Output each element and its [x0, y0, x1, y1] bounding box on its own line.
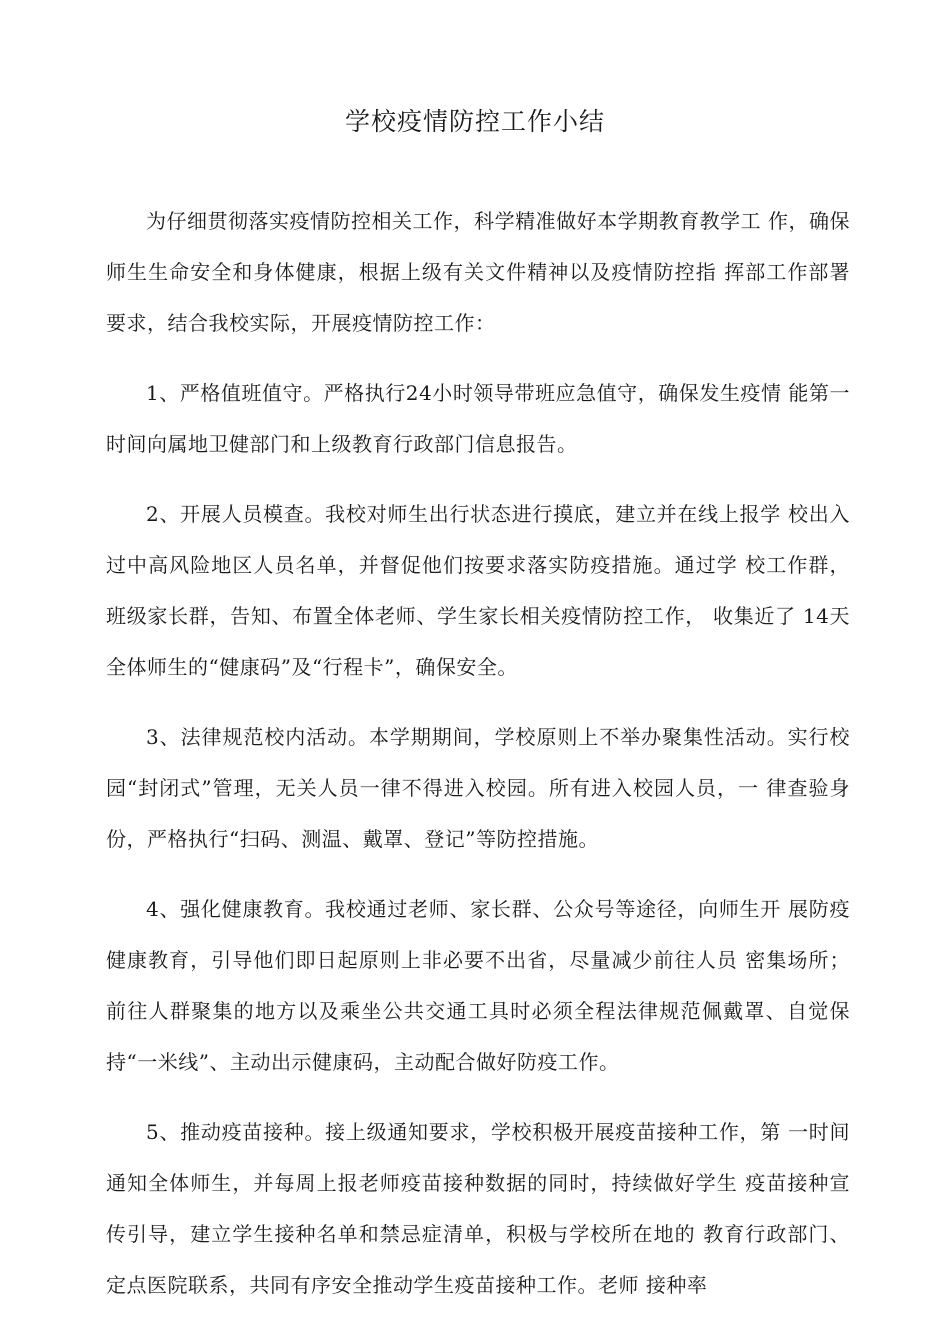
- document-body: [106, 196, 850, 1330]
- paragraph-item-1: 1、严格值班值守。严格执行24小时领导带班应急值守，确保发生疫情 能第一时间向属地卫健部门和上级教育行政部门信息报告。: [106, 381, 850, 456]
- paragraph-item-3: 3、法律规范校内活动。本学期期间，学校原则上不举办聚集性活动。实行校园“封闭式”管理，无关人员一律不得进入校园。所有进入校园人员，一 律查验身份，严格执行“扫码、测温、戴罩、登记”等防控措施。: [106, 725, 850, 851]
- document-title: 学校疫情防控工作小结: [344, 107, 605, 136]
- paragraph-item-4: 4、强化健康教育。我校通过老师、家长群、公众号等途径，向师生开 展防疫健康教育，引导他们即日起原则上非必要不出省，尽量减少前往人员 密集场所；前往人群聚集的地方以及乘坐公共交通工具时必须全程法律规范佩戴罩、自觉保持“一米线”、主动出示健康码，主动配合做好防疫工作。: [106, 897, 850, 1074]
- paragraph-intro: 为仔细贯彻落实疫情防控相关工作，科学精准做好本学期教育教学工 作，确保师生生命安全和身体健康，根据上级有关文件精神以及疫情防控指 挥部工作部署要求，结合我校实际，开展疫情防控工作：: [106, 209, 850, 335]
- paragraph-item-5: 5、推动疫苗接种。接上级通知要求，学校积极开展疫苗接种工作，第 一时间通知全体师生，并每周上报老师疫苗接种数据的同时，持续做好学生 疫苗接种宣传引导，建立学生接种名单和禁忌症清单，积极与学校所在地的 教育行政部门、定点医院联系，共同有序安全推动学生疫苗接种工作。老师 接种率: [106, 1120, 850, 1297]
- paragraph-item-2: 2、开展人员模查。我校对师生出行状态进行摸底，建立并在线上报学 校出入过中高风险地区人员名单，并督促他们按要求落实防疫措施。通过学 校工作群，班级家长群，告知、布置全体老师、学生家长相关疫情防控工作， 收集近了 14天全体师生的“健康码”及“行程卡”，确保安全。: [106, 502, 850, 679]
